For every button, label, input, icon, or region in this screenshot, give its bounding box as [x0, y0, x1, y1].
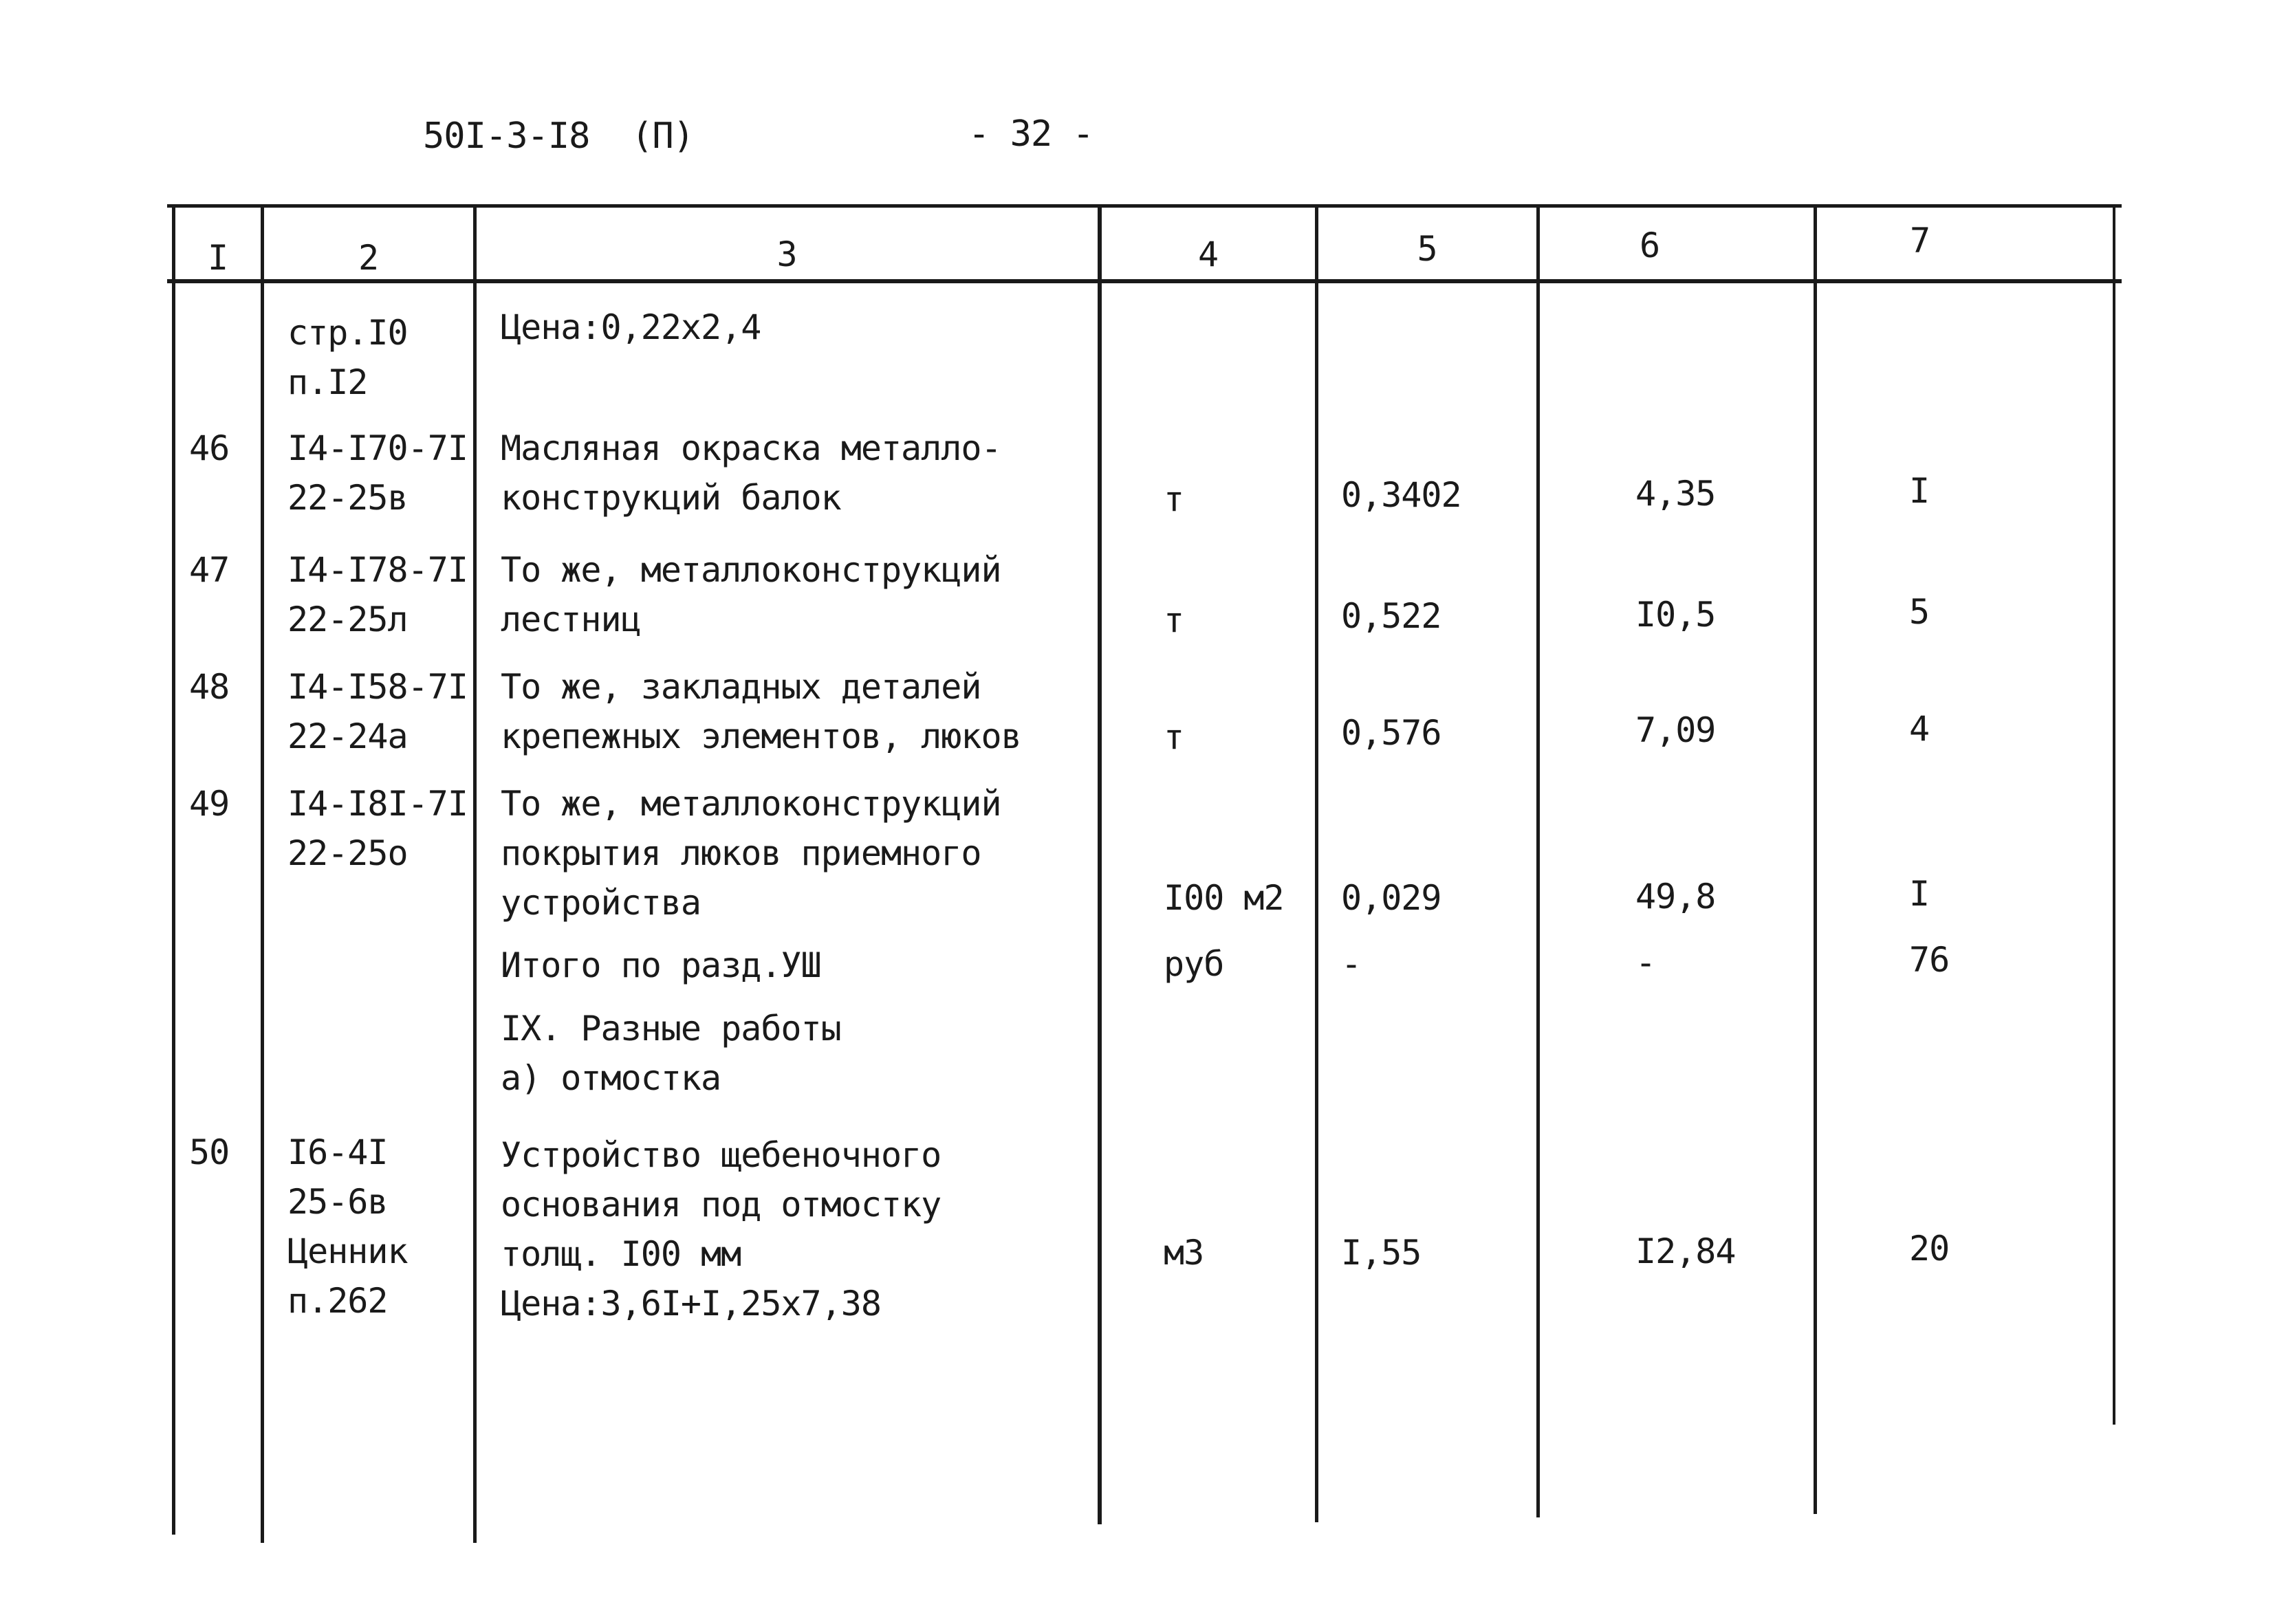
row-50-unit: м3	[1164, 1233, 1204, 1273]
row-46-code-line-1: I4-I70-7I	[287, 428, 468, 468]
row-49-code-line-2: 22-25о	[287, 833, 408, 873]
column-header-2: 2	[358, 238, 380, 278]
row-48-code-line-1: I4-I58-7I	[287, 667, 468, 707]
row-46-unit: т	[1164, 479, 1184, 519]
row-48-total: 4	[1909, 709, 1930, 749]
column-divider-3-4	[1098, 204, 1102, 1524]
row-50-price: I2,84	[1635, 1231, 1736, 1271]
row-46-code-line-2: 22-25в	[287, 478, 408, 518]
document-code: 50I-3-I8 (П)	[423, 116, 694, 157]
row-49-description-line-2: покрытия люков приемного	[501, 833, 981, 873]
row-50-number: 50	[189, 1132, 230, 1172]
row-46-number: 46	[189, 428, 230, 468]
row-50-quantity: I,55	[1341, 1233, 1422, 1273]
row-ref-code-line-1: стр.I0	[287, 313, 408, 353]
row-47-code-line-1: I4-I78-7I	[287, 550, 468, 590]
row-49-unit: I00 м2	[1164, 878, 1284, 918]
column-header-1: I	[207, 238, 229, 278]
column-header-6: 6	[1639, 226, 1661, 265]
row-50-code-line-4: п.262	[287, 1281, 388, 1321]
subtotal-unit: руб	[1164, 944, 1224, 984]
column-divider-2-3	[473, 204, 477, 1543]
row-46-total: I	[1909, 471, 1930, 511]
row-50-code-line-2: 25-6в	[287, 1182, 388, 1222]
column-header-3: 3	[776, 234, 798, 274]
row-50-description-line-2: основания под отмостку	[501, 1185, 941, 1225]
table-top-rule	[167, 204, 2122, 208]
subtotal-label: Итого по разд.УШ	[501, 945, 821, 985]
row-ref-description: Цена:0,22х2,4	[501, 307, 761, 347]
row-46-price: 4,35	[1635, 474, 1716, 514]
page-number: - 32 -	[968, 113, 1093, 155]
row-49-description-line-3: устройства	[501, 883, 701, 923]
row-47-unit: т	[1164, 600, 1184, 640]
row-46-quantity: 0,3402	[1341, 475, 1461, 515]
subtotal-value: 76	[1909, 940, 1950, 980]
header-bottom-rule	[167, 279, 2122, 283]
row-48-price: 7,09	[1635, 710, 1716, 750]
row-49-number: 49	[189, 784, 230, 824]
row-49-description-line-1: То же, металлоконструкций	[501, 784, 1001, 824]
row-48-description-line-1: То же, закладных деталей	[501, 667, 981, 707]
column-divider-5-6	[1536, 204, 1540, 1517]
subtotal-quantity-dash: -	[1341, 944, 1362, 984]
row-49-code-line-1: I4-I8I-7I	[287, 784, 468, 824]
row-48-unit: т	[1164, 717, 1184, 757]
subtotal-price-dash: -	[1635, 943, 1656, 983]
row-50-total: 20	[1909, 1229, 1950, 1269]
row-49-total: I	[1909, 874, 1930, 914]
row-ref-code-line-2: п.I2	[287, 362, 368, 402]
section-subheading: а) отмостка	[501, 1058, 721, 1098]
row-50-code-line-1: I6-4I	[287, 1132, 388, 1172]
row-46-description-line-1: Масляная окраска металло-	[501, 428, 1001, 468]
row-50-code-line-3: Ценник	[287, 1231, 408, 1271]
row-49-quantity: 0,029	[1341, 878, 1441, 918]
column-divider-6-7	[1814, 204, 1817, 1514]
row-48-description-line-2: крепежных элементов, люков	[501, 716, 1021, 756]
row-49-price: 49,8	[1635, 877, 1716, 917]
table-right-border	[2113, 204, 2115, 1425]
column-header-7: 7	[1909, 221, 1931, 261]
row-50-description-line-4: Цена:3,6I+I,25х7,38	[501, 1284, 881, 1324]
row-47-description-line-2: лестниц	[501, 600, 641, 639]
row-50-description-line-1: Устройство щебеночного	[501, 1135, 941, 1175]
column-divider-4-5	[1315, 204, 1318, 1522]
row-47-description-line-1: То же, металлоконструкций	[501, 550, 1001, 590]
row-47-code-line-2: 22-25л	[287, 600, 408, 639]
row-47-total: 5	[1909, 592, 1930, 632]
row-48-number: 48	[189, 667, 230, 707]
column-header-5: 5	[1417, 229, 1438, 269]
row-46-description-line-2: конструкций балок	[501, 478, 841, 518]
row-47-quantity: 0,522	[1341, 596, 1441, 636]
section-heading: IX. Разные работы	[501, 1009, 841, 1049]
row-47-number: 47	[189, 550, 230, 590]
column-divider-1-2	[261, 204, 264, 1543]
row-47-price: I0,5	[1635, 595, 1716, 635]
row-50-description-line-3: толщ. I00 мм	[501, 1234, 741, 1274]
table-left-border	[172, 204, 175, 1535]
row-48-code-line-2: 22-24а	[287, 716, 408, 756]
row-48-quantity: 0,576	[1341, 713, 1441, 753]
column-header-4: 4	[1197, 234, 1219, 274]
